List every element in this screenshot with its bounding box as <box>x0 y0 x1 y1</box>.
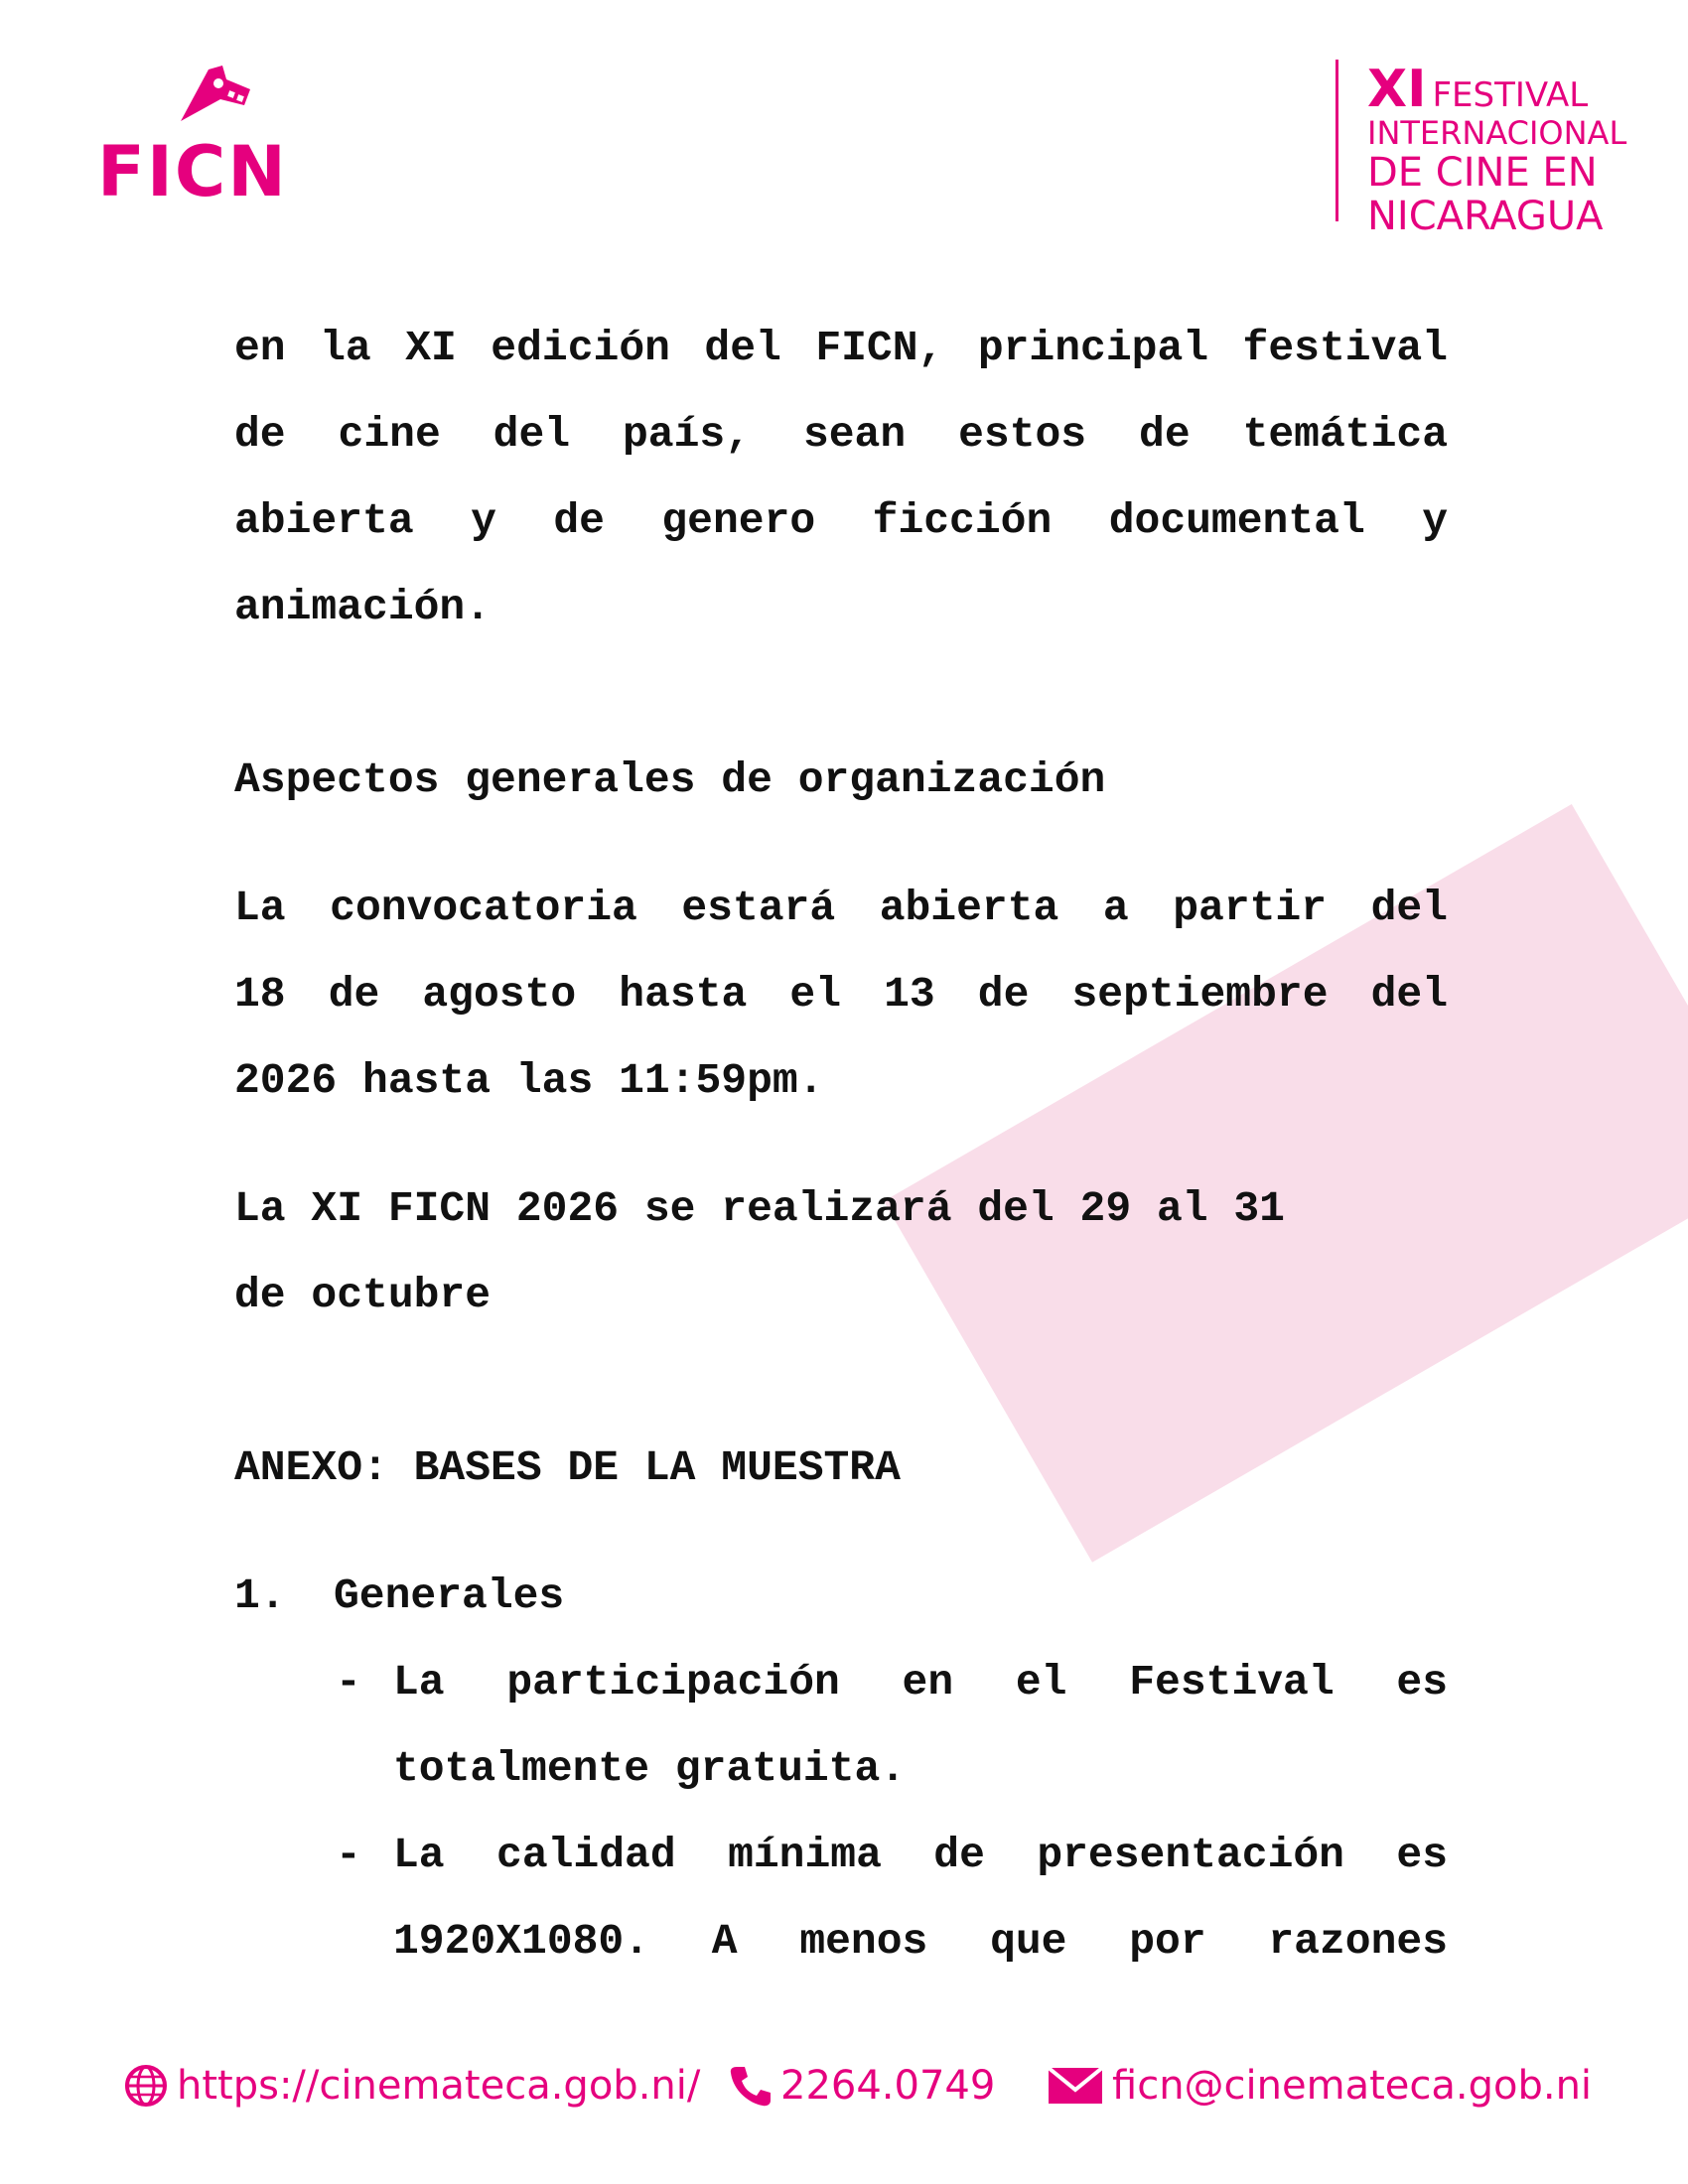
globe-icon <box>123 2063 169 2109</box>
logo-line-de-cine-en: DE CINE EN <box>1367 150 1598 196</box>
logo-divider <box>1336 60 1338 221</box>
anexo-title: ANEXO: BASES DE LA MUESTRA <box>234 1443 901 1492</box>
bullet-1-line-2: totalmente gratuita. <box>393 1744 907 1793</box>
intro-line-3: abierta y de genero ficción documental y <box>234 496 1448 545</box>
edition-numeral: XI <box>1367 60 1427 119</box>
mail-icon <box>1047 2064 1104 2108</box>
section-1-number: 1. <box>234 1571 286 1620</box>
website-link[interactable]: https://cinemateca.gob.ni/ <box>177 2063 701 2109</box>
film-reel-icon <box>175 60 264 139</box>
ficn-logo <box>97 60 296 212</box>
bullet-2-line-1: La calidad mínima de presentación es <box>393 1831 1448 1879</box>
intro-line-2: de cine del país, sean estos de temática <box>234 410 1448 459</box>
convocatoria-line-2: 18 de agosto hasta el 13 de septiembre del <box>234 970 1448 1019</box>
intro-line-4: animación. <box>234 583 492 631</box>
logo-line-internacional: INTERNACIONAL <box>1367 114 1627 152</box>
phone-number[interactable]: 2264.0749 <box>780 2063 996 2109</box>
bullet-dash: - <box>336 1831 361 1879</box>
bullet-1-line-1: La participación en el Festival es <box>393 1658 1448 1706</box>
bullet-2-line-2: 1920X1080. A menos que por razones <box>393 1917 1448 1966</box>
footer-email[interactable] <box>1047 2063 1592 2109</box>
section-1-heading <box>234 1553 564 1639</box>
fechas-line-1: La XI FICN 2026 se realizará del 29 al 31 <box>234 1184 1285 1233</box>
footer-contact <box>123 2063 1593 2122</box>
intro-line-1: en la XI edición del FICN, principal festival <box>234 324 1448 372</box>
logo-line-nicaragua: NICARAGUA <box>1367 194 1604 239</box>
phone-icon <box>727 2063 773 2109</box>
logo-line-festival: FESTIVAL <box>1432 75 1589 115</box>
ficn-logo-text: FICN <box>97 131 288 212</box>
footer-phone[interactable] <box>727 2063 995 2109</box>
convocatoria-line-1: La convocatoria estará abierta a partir del <box>234 884 1448 932</box>
section-1-title: Generales <box>334 1571 565 1620</box>
convocatoria-line-3: 2026 hasta las 11:59pm. <box>234 1056 824 1105</box>
fechas-line-2: de octubre <box>234 1271 492 1319</box>
email-link[interactable]: ficn@cinemateca.gob.ni <box>1112 2063 1593 2109</box>
footer-website[interactable] <box>123 2063 700 2109</box>
heading-organizacion: Aspectos generales de organización <box>234 755 1106 804</box>
bullet-dash: - <box>336 1658 361 1706</box>
